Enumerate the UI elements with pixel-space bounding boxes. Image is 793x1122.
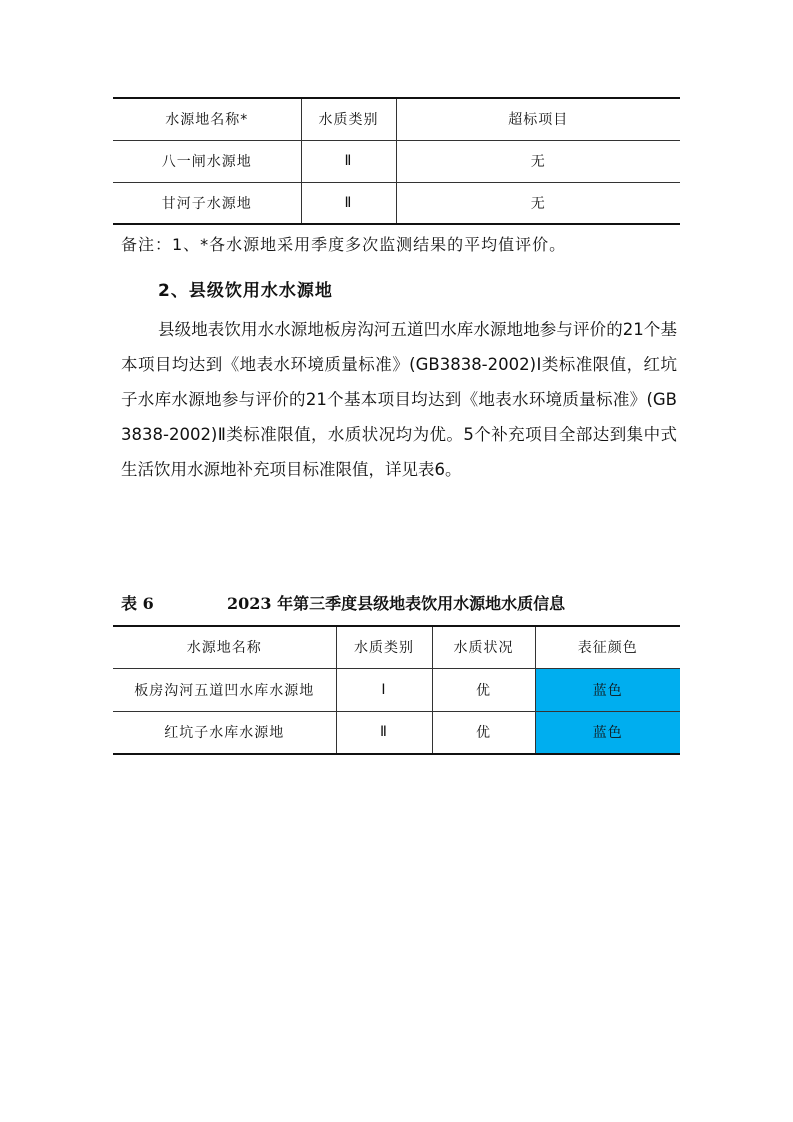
cell-water-status: 优 bbox=[432, 711, 535, 754]
header-source-name: 水源地名称 bbox=[113, 626, 336, 668]
cell-water-status: 优 bbox=[432, 668, 535, 711]
cell-exceed-items: 无 bbox=[396, 182, 680, 224]
header-exceed-items: 超标项目 bbox=[396, 98, 680, 140]
header-water-class: 水质类别 bbox=[336, 626, 432, 668]
header-source-name: 水源地名称* bbox=[113, 98, 301, 140]
cell-exceed-items: 无 bbox=[396, 140, 680, 182]
table-note: 备注：1、*各水源地采用季度多次监测结果的平均值评价。 bbox=[121, 235, 567, 254]
table-header-row bbox=[113, 626, 680, 668]
cell-water-class: Ⅱ bbox=[336, 711, 432, 754]
table-row bbox=[113, 182, 680, 224]
table-caption-number: 表 6 bbox=[121, 594, 154, 613]
table-row bbox=[113, 140, 680, 182]
cell-indicator-color: 蓝色 bbox=[535, 668, 680, 711]
cell-indicator-color: 蓝色 bbox=[535, 711, 680, 754]
water-quality-table bbox=[113, 625, 680, 755]
cell-source-name: 板房沟河五道凹水库水源地 bbox=[113, 668, 336, 711]
water-source-table bbox=[113, 97, 680, 225]
body-paragraph: 县级地表饮用水水源地板房沟河五道凹水库水源地地参与评价的21个基本项目均达到《地表水环境质量标准》(GB3838-2002)Ⅰ类标准限值，红坑子水库水源地参与评价的21个基本项目均达到《地表水环境质量标准》(GB3838-2002)Ⅱ类标准限值，水质状况均为优。5个补充项目全部达到集中式生活饮用水源地补充项目标准限值，详见表6。 bbox=[121, 320, 677, 479]
header-indicator-color: 表征颜色 bbox=[535, 626, 680, 668]
table-header-row bbox=[113, 98, 680, 140]
cell-water-class: Ⅰ bbox=[336, 668, 432, 711]
cell-water-class: Ⅱ bbox=[301, 140, 396, 182]
section-heading: 2、县级饮用水水源地 bbox=[158, 281, 333, 301]
table-caption-title: 2023 年第三季度县级地表饮用水源地水质信息 bbox=[227, 594, 566, 613]
table-row bbox=[113, 668, 680, 711]
cell-source-name: 甘河子水源地 bbox=[161, 195, 252, 212]
cell-source-name: 八一闸水源地 bbox=[113, 140, 301, 182]
table-row bbox=[113, 711, 680, 754]
header-water-class: 水质类别 bbox=[301, 98, 396, 140]
cell-water-class: Ⅱ bbox=[301, 182, 396, 224]
cell-source-name: 红坑子水库水源地 bbox=[164, 725, 285, 742]
header-water-status: 水质状况 bbox=[432, 626, 535, 668]
